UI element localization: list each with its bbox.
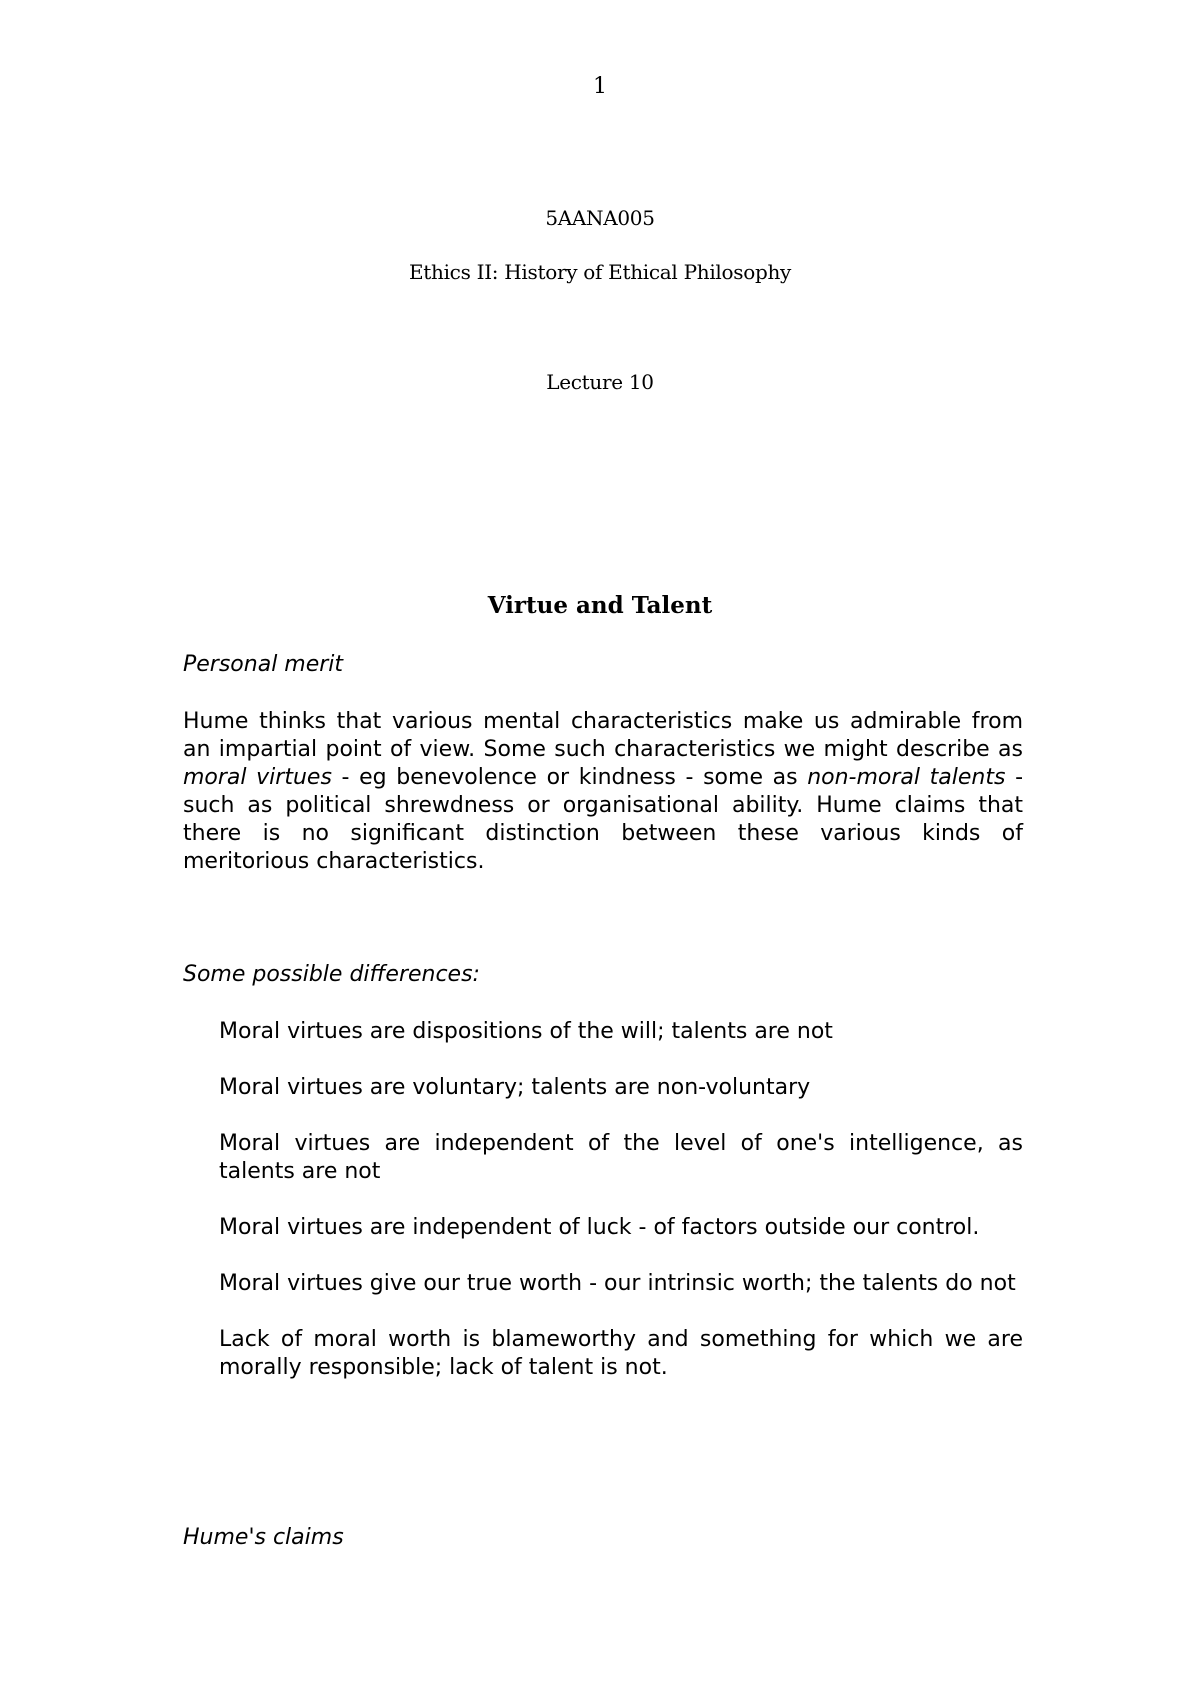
page-number: 1 bbox=[593, 74, 607, 99]
paragraph-text: - such as political shrewdness or organisational ability. Hume claims that there is no significant distinction between these various kinds of meritorious characteristics. bbox=[183, 765, 1024, 874]
paragraph-text: - eg benevolence or kindness - some as bbox=[331, 765, 808, 790]
differences-list bbox=[219, 1018, 1023, 1410]
difference-item: Moral virtues are voluntary; talents are non-voluntary bbox=[219, 1075, 811, 1100]
course-code: 5AANA005 bbox=[545, 206, 655, 230]
section-heading-personal-merit: Personal merit bbox=[183, 652, 344, 677]
lecture-label: Lecture 10 bbox=[546, 370, 654, 394]
section-heading-possible-differences: Some possible differences: bbox=[183, 962, 480, 987]
paragraph-emphasis-moral-virtues: moral virtues bbox=[183, 765, 332, 790]
document-title: Virtue and Talent bbox=[487, 592, 713, 619]
paragraph-text: Hume thinks that various mental characteristics make us admirable from an impartial point of view. Some such characteristics we might describe as bbox=[183, 709, 1023, 762]
course-title: Ethics II: History of Ethical Philosophy bbox=[408, 260, 792, 284]
paragraph-emphasis-non-moral-talents: non-moral talents bbox=[807, 765, 1006, 790]
difference-item: Moral virtues give our true worth - our intrinsic worth; the talents do not bbox=[219, 1271, 1016, 1296]
difference-item: Lack of moral worth is blameworthy and something for which we are morally responsible; lack of talent is not. bbox=[219, 1327, 1023, 1380]
difference-item: Moral virtues are dispositions of the will; talents are not bbox=[219, 1019, 833, 1044]
difference-item: Moral virtues are independent of the level of one's intelligence, as talents are not bbox=[219, 1131, 1023, 1184]
section-heading-humes-claims: Hume's claims bbox=[183, 1525, 344, 1550]
difference-item: Moral virtues are independent of luck - of factors outside our control. bbox=[219, 1215, 980, 1240]
personal-merit-paragraph bbox=[183, 708, 1023, 876]
